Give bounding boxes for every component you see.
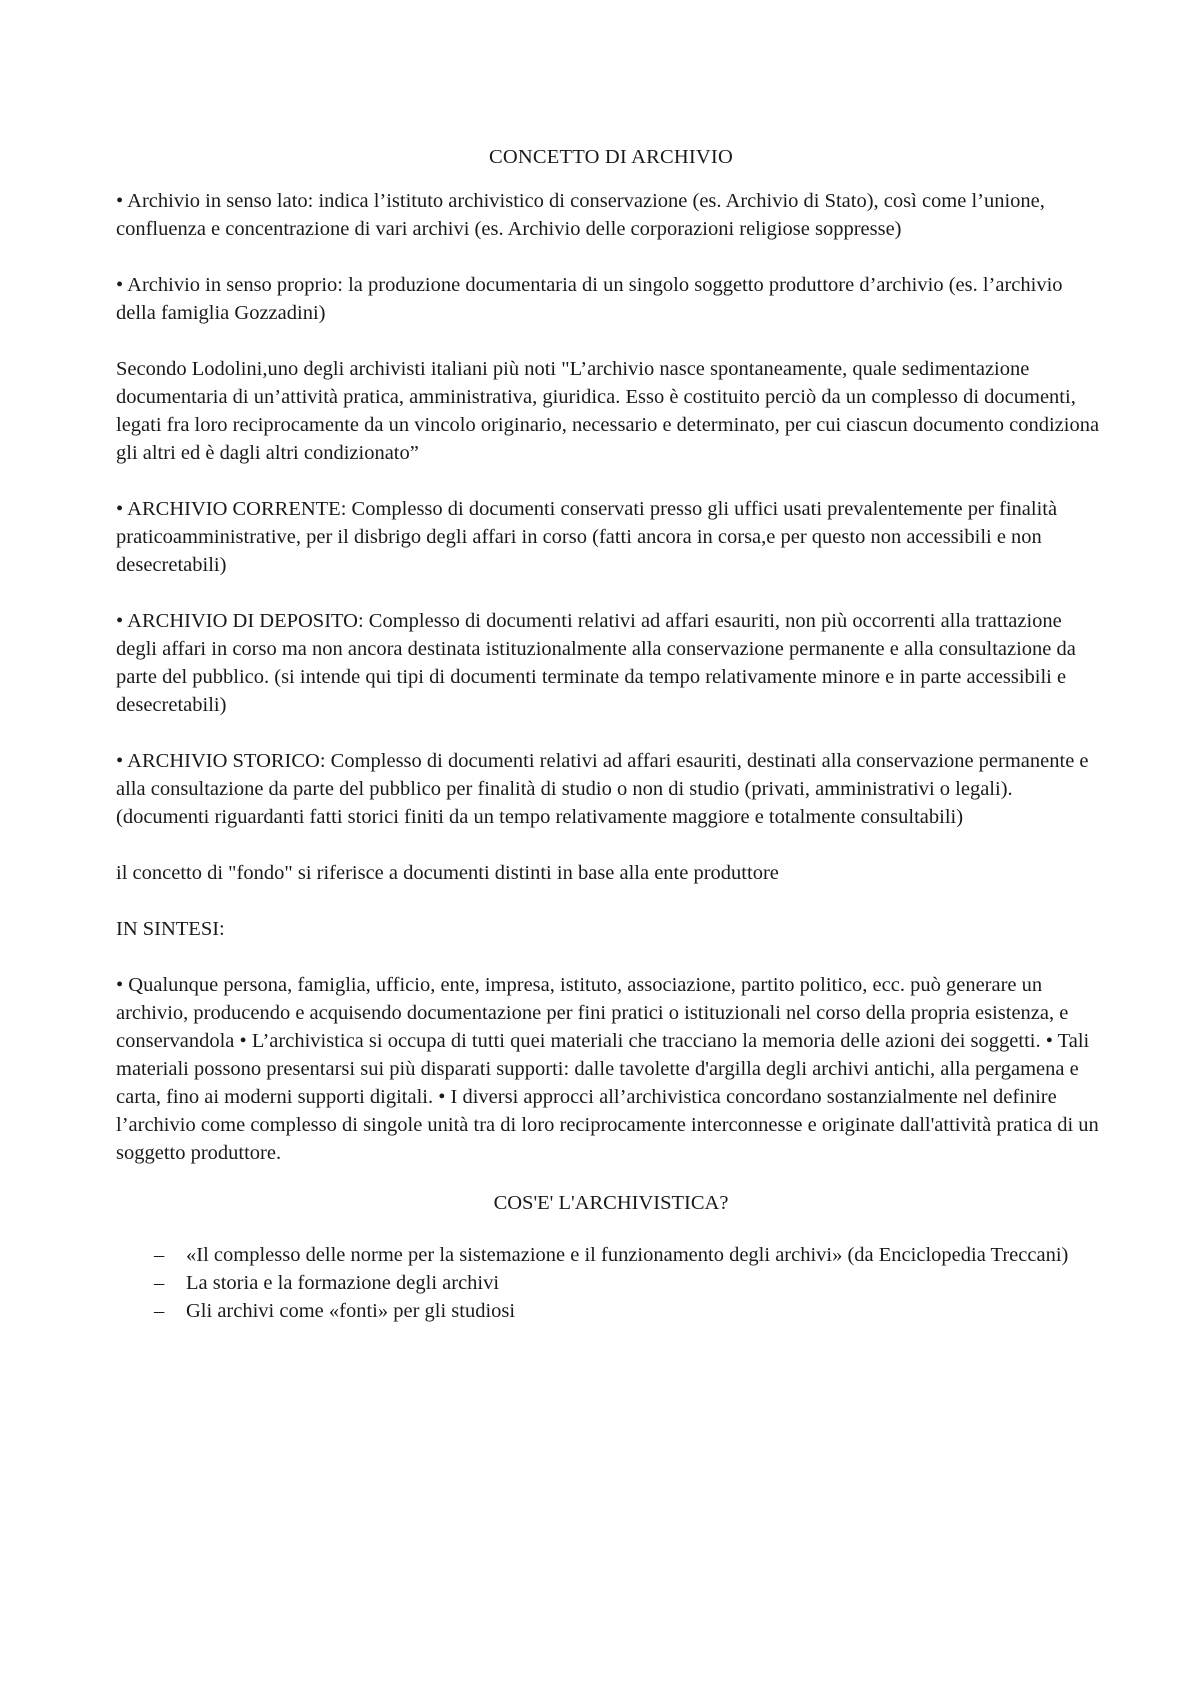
document-page xyxy=(116,143,1106,1325)
paragraph-archivio-deposito: • ARCHIVIO DI DEPOSITO: Complesso di documenti relativi ad affari esauriti, non più occorrenti alla trattazione degli affari in corso ma non ancora destinata istituzionalmente alla conservazione permanente e alla consultazione da parte del pubblico. (si intende qui tipi di documenti terminate da tempo relativamente minore e in parte accessibili e desecretabili) xyxy=(116,610,1076,716)
dash-bullet: – xyxy=(154,1300,165,1322)
paragraph-archivio-senso-lato: • Archivio in senso lato: indica l’istituto archivistico di conservazione (es. Archivio di Stato), così come l’unione, confluenza e concentrazione di vari archivi (es. Archivio delle corporazioni religiose soppresse) xyxy=(116,190,1045,240)
list-item-text: La storia e la formazione degli archivi xyxy=(186,1272,500,1294)
dash-bullet: – xyxy=(154,1244,165,1266)
paragraph-archivio-storico: • ARCHIVIO STORICO: Complesso di documenti relativi ad affari esauriti, destinati alla conservazione permanente e alla consultazione da parte del pubblico per finalità di studio o non di studio (privati, amministrativi o legali). (documenti riguardanti fatti storici finiti da un tempo relativamente maggiore e totalmente consultabili) xyxy=(116,750,1089,828)
section-title-archivistica: COS'E' L'ARCHIVISTICA? xyxy=(493,1192,729,1214)
heading-in-sintesi: IN SINTESI: xyxy=(116,918,225,940)
paragraph-archivio-corrente: • ARCHIVIO CORRENTE: Complesso di documenti conservati presso gli uffici usati prevalentemente per finalità praticoamministrative, per il disbrigo degli affari in corso (fatti ancora in corsa,e per questo non accessibili e non desecretabili) xyxy=(116,498,1058,576)
page-title: CONCETTO DI ARCHIVIO xyxy=(489,146,733,168)
list-item-text: «Il complesso delle norme per la sistemazione e il funzionamento degli archivi» (da Enciclopedia Treccani) xyxy=(186,1244,1069,1266)
list-item xyxy=(154,1297,1106,1325)
archivistica-list xyxy=(116,1241,1106,1325)
list-item-text: Gli archivi come «fonti» per gli studiosi xyxy=(186,1300,516,1322)
paragraph-lodolini-quote: Secondo Lodolini,uno degli archivisti italiani più noti "L’archivio nasce spontaneamente, quale sedimentazione documentaria di un’attività pratica, amministrativa, giuridica. Esso è costituito perciò da un complesso di documenti, legati fra loro reciprocamente da un vincolo originario, necessario e determinato, per cui ciascun documento condiziona gli altri ed è dagli altri condizionato” xyxy=(116,358,1100,464)
list-item xyxy=(154,1241,1106,1269)
paragraph-sintesi: • Qualunque persona, famiglia, ufficio, ente, impresa, istituto, associazione, partito politico, ecc. può generare un archivio, producendo e acquisendo documentazione per fini pratici o istituzionali nel corso della propria esistenza, e conservandola • L’archivistica si occupa di tutti quei materiali che tracciano la memoria delle azioni dei soggetti. • Tali materiali possono presentarsi sui più disparati supporti: dalle tavolette d'argilla degli archivi antichi, alla pergamena e carta, fino ai moderni supporti digitali. • I diversi approcci all’archivistica concordano sostanzialmente nel definire l’archivio come complesso di singole unità tra di loro reciprocamente interconnesse e originate dall'attività pratica di un soggetto produttore. xyxy=(116,974,1099,1164)
paragraph-archivio-senso-proprio: • Archivio in senso proprio: la produzione documentaria di un singolo soggetto produttore d’archivio (es. l’archivio della famiglia Gozzadini) xyxy=(116,274,1063,324)
paragraph-fondo: il concetto di "fondo" si riferisce a documenti distinti in base alla ente produttore xyxy=(116,862,779,884)
list-item xyxy=(154,1269,1106,1297)
dash-bullet: – xyxy=(154,1272,165,1294)
